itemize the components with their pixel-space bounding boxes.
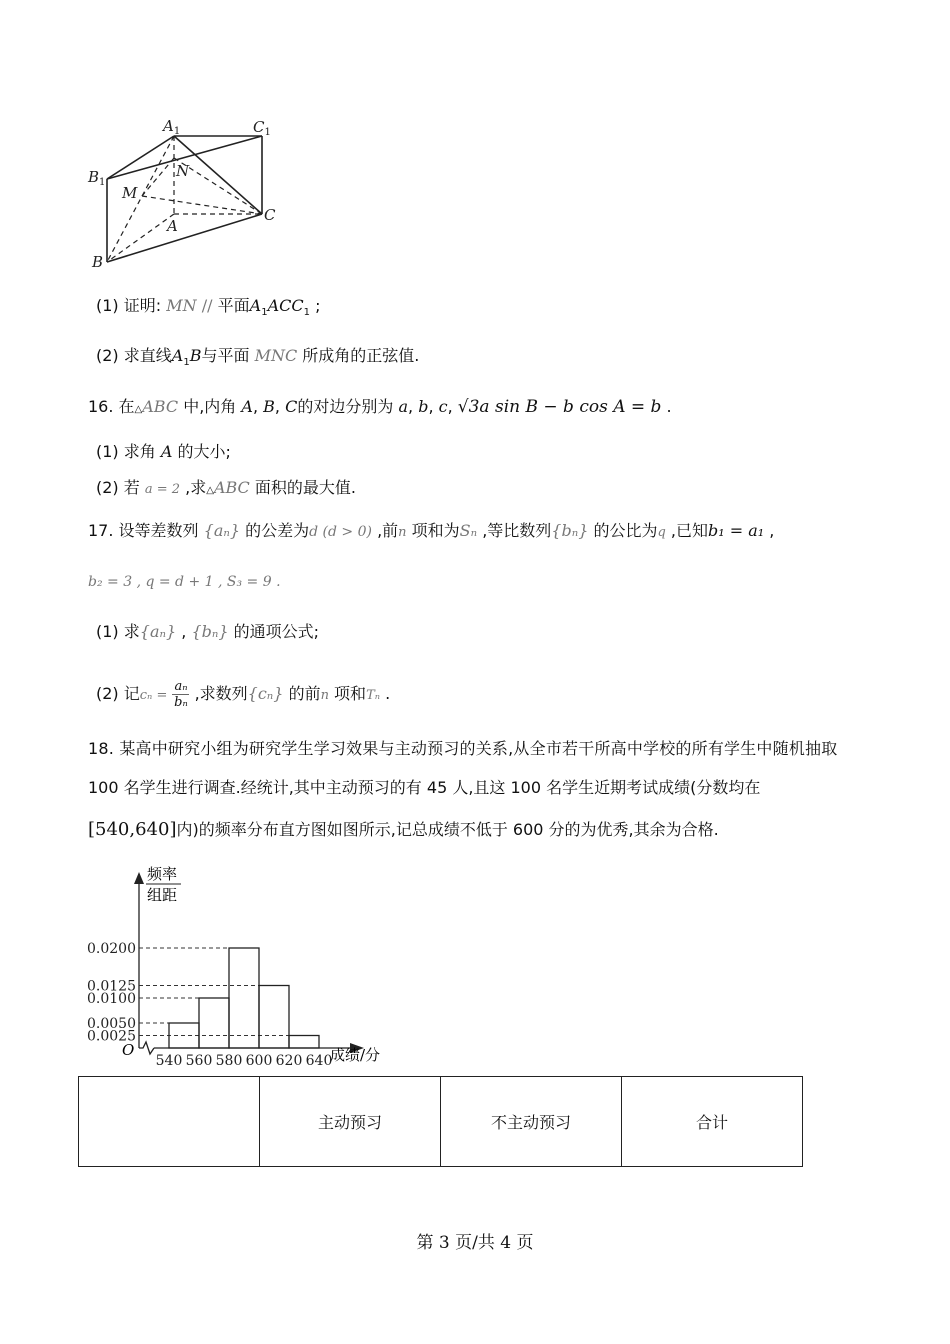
q16-p2-mid: ,求 bbox=[185, 478, 207, 497]
q17-d: d (d > 0) bbox=[309, 524, 372, 540]
q17-t5: 的公比为 bbox=[593, 521, 658, 540]
x-tick-label: 580 bbox=[215, 1053, 243, 1069]
table-row bbox=[79, 1077, 803, 1167]
y-axis-arrow bbox=[134, 872, 144, 884]
q15-p2-mid: 与平面 bbox=[201, 346, 250, 365]
label-a: A bbox=[167, 217, 178, 235]
y-tick-label: 0.0125 bbox=[87, 978, 136, 995]
q17-cn: cₙ = bbox=[139, 688, 168, 703]
x-tick-label: 600 bbox=[245, 1053, 273, 1069]
label-a1: $A_1$ bbox=[163, 117, 181, 137]
q17-sn: Sₙ bbox=[459, 521, 478, 540]
q17-frac-den: bₙ bbox=[174, 695, 188, 710]
q18-interval: [540,640] bbox=[88, 819, 177, 840]
q16-sep1: , bbox=[252, 397, 259, 416]
q17-p1-sep: , bbox=[181, 622, 187, 641]
q17-p2-mid: ,求数列 bbox=[194, 684, 248, 703]
q17-known: b₁ = a₁ bbox=[708, 521, 765, 540]
q16-var-b: B bbox=[263, 397, 275, 416]
label-m: M bbox=[122, 184, 138, 202]
table-header-total: 合计 bbox=[622, 1077, 803, 1167]
table-cell-empty bbox=[79, 1077, 260, 1167]
ylabel-bottom: 组距 bbox=[147, 886, 178, 904]
q15-p1-acc1: ACC bbox=[267, 296, 304, 315]
q16-text2: 的对边分别为 bbox=[297, 397, 394, 416]
histogram-bar bbox=[259, 986, 289, 1049]
q15-p1-a1-sub: 1 bbox=[261, 307, 268, 319]
y-tick-label: 0.0050 bbox=[87, 1016, 136, 1032]
q15-p2-prefix: (2) 求直线 bbox=[96, 346, 172, 365]
q16-side-c: c bbox=[438, 397, 448, 416]
q16-abc: ABC bbox=[142, 397, 179, 416]
q16-sep3: , bbox=[408, 397, 414, 416]
q16-side-a: a bbox=[398, 397, 408, 416]
q17-t3: 项和为 bbox=[411, 521, 460, 540]
q18-line3-text: 内)的频率分布直方图如图所示,记总成绩不低于 600 分的为优秀,其余为合格. bbox=[176, 820, 719, 839]
q15-p2-a1: A bbox=[171, 346, 184, 365]
label-b1: $B_1$ bbox=[88, 168, 106, 188]
q18-line2: 100 名学生进行调查.经统计,其中主动预习的有 45 人,且这 100 名学生近期考试成绩(分数均在 bbox=[88, 778, 761, 797]
q16-p2-prefix: (2) 若 bbox=[96, 478, 140, 497]
q17-an: {aₙ} bbox=[203, 521, 241, 540]
x-tick-label: 560 bbox=[185, 1053, 213, 1069]
q15-p1-end: ; bbox=[315, 296, 321, 315]
q15-p2-a1-sub: 1 bbox=[183, 357, 190, 369]
q16-part2 bbox=[96, 477, 356, 502]
q17-frac-num: aₙ bbox=[174, 679, 188, 694]
q16-sep2: , bbox=[274, 397, 280, 416]
q17-n: n bbox=[398, 525, 407, 540]
y-tick-label: 0.0200 bbox=[87, 941, 136, 957]
ylabel-top: 频率 bbox=[147, 865, 178, 883]
x-tick-label: 540 bbox=[155, 1053, 183, 1069]
prism-figure bbox=[80, 110, 300, 280]
q15-part2 bbox=[96, 345, 419, 374]
q17-bn: {bₙ} bbox=[551, 521, 589, 540]
y-tick-label: 0.0100 bbox=[87, 991, 136, 1007]
q16-sep5: , bbox=[447, 397, 453, 416]
q15-p1-parallel: // bbox=[201, 296, 213, 315]
q16-num: 16. 在 bbox=[88, 397, 135, 416]
q17-line2 bbox=[88, 570, 281, 593]
table-header-active: 主动预习 bbox=[260, 1077, 441, 1167]
q17-p1-prefix: (1) 求 bbox=[96, 622, 140, 641]
q15-p1-plane: 平面 bbox=[217, 296, 250, 315]
triangle-icon: △ bbox=[206, 485, 214, 496]
q17-t1: 的公差为 bbox=[245, 521, 310, 540]
q17-t4: ,等比数列 bbox=[482, 521, 552, 540]
table-header-inactive: 不主动预习 bbox=[441, 1077, 622, 1167]
label-b: B bbox=[92, 253, 104, 271]
histogram-bar bbox=[199, 998, 229, 1048]
q17-fraction bbox=[172, 679, 189, 710]
q15-p1-acc1-sub: 1 bbox=[303, 307, 310, 319]
q17-part1 bbox=[96, 621, 319, 643]
q16-part1 bbox=[96, 441, 231, 463]
q17-part2 bbox=[96, 674, 390, 716]
q15-p1-mn: MN bbox=[166, 296, 197, 315]
q17-p2-tn: Tₙ bbox=[366, 688, 381, 703]
triangle-icon: △ bbox=[134, 404, 143, 415]
q17-stem bbox=[88, 520, 774, 544]
q15-p2-b: B bbox=[189, 346, 202, 365]
q16-sep4: , bbox=[428, 397, 434, 416]
contingency-table bbox=[78, 1076, 803, 1167]
q16-stem bbox=[88, 396, 672, 421]
q17-q: q bbox=[657, 525, 666, 540]
q16-formula: √3a sin B − b cos A = b bbox=[457, 397, 662, 417]
q15-p2-end: 所成角的正弦值. bbox=[302, 346, 420, 365]
x-tick-label: 620 bbox=[275, 1053, 303, 1069]
q16-p2-end: 面积的最大值. bbox=[254, 478, 356, 497]
label-c1: $C_1$ bbox=[253, 118, 271, 138]
q17-p2-n: n bbox=[320, 688, 329, 703]
q17-p2-end: . bbox=[385, 684, 391, 703]
x-tick-label: 640 bbox=[305, 1053, 333, 1069]
q17-p2-mid2: 的前 bbox=[288, 684, 321, 703]
origin-label: O bbox=[122, 1041, 135, 1059]
q17-conditions: b₂ = 3 , q = d + 1 , S₃ = 9 . bbox=[88, 574, 281, 590]
q16-dot: . bbox=[666, 397, 672, 416]
q16-text1: 中,内角 bbox=[183, 397, 237, 416]
q17-t2: ,前 bbox=[377, 521, 399, 540]
q17-p1-end: 的通项公式; bbox=[233, 622, 320, 641]
q16-p2-abc: ABC bbox=[213, 478, 250, 497]
histogram-bar bbox=[289, 1036, 319, 1049]
q18-line1: 18. 某高中研究小组为研究学生学习效果与主动预习的关系,从全市若干所高中学校的所有学生中随机抽取 bbox=[88, 739, 838, 758]
q17-p2-mid3: 项和 bbox=[334, 684, 367, 703]
q16-p2-math: a = 2 bbox=[144, 482, 181, 497]
q16-p1-var: A bbox=[160, 442, 173, 461]
q17-t6: ,已知 bbox=[670, 521, 709, 540]
q17-p1-an: {aₙ} bbox=[139, 622, 177, 641]
q17-p2-cn: {cₙ} bbox=[247, 684, 284, 703]
q17-p1-bn: {bₙ} bbox=[191, 622, 229, 641]
q15-part1 bbox=[96, 295, 320, 324]
q16-var-a: A bbox=[241, 397, 253, 416]
histogram-chart bbox=[80, 862, 400, 1072]
y-tick-label: 0.0025 bbox=[87, 1028, 136, 1045]
q16-var-c: C bbox=[285, 397, 298, 416]
q17-num: 17. 设等差数列 bbox=[88, 521, 199, 540]
q18-line3 bbox=[88, 819, 719, 841]
q15-p1-prefix: (1) 证明: bbox=[96, 296, 162, 315]
label-c: C bbox=[264, 206, 276, 224]
q17-comma: , bbox=[769, 521, 775, 540]
axis-break bbox=[139, 1042, 154, 1054]
histogram-bar bbox=[229, 948, 259, 1048]
q16-p1-end: 的大小; bbox=[177, 442, 231, 461]
q17-p2-prefix: (2) 记 bbox=[96, 684, 140, 703]
q16-p1-prefix: (1) 求角 bbox=[96, 442, 156, 461]
q16-side-b: b bbox=[418, 397, 429, 416]
page-footer: 第 3 页/共 4 页 bbox=[416, 1233, 534, 1253]
q15-p2-mnc: MNC bbox=[254, 346, 298, 365]
q15-p1-a1: A bbox=[249, 296, 262, 315]
label-n: N bbox=[176, 162, 190, 180]
xlabel: 成绩/分 bbox=[330, 1046, 381, 1064]
